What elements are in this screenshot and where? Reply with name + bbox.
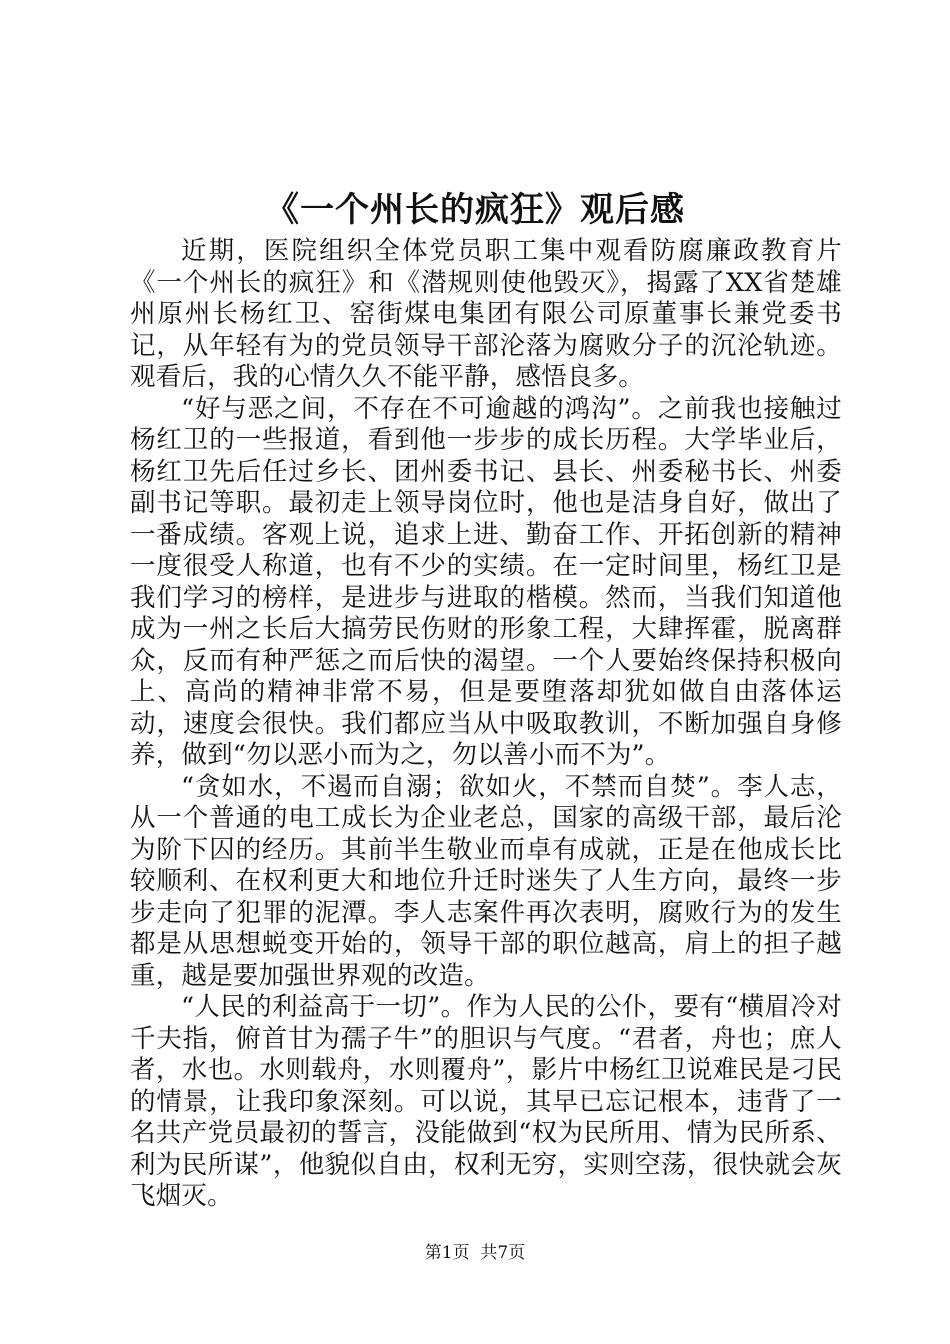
paragraph-4: “人民的利益高于一切”。作为人民的公仆，要有“横眉冷对千夫指，俯首甘为孺子牛”的胆识与气度。“君者，舟也；庶人者，水也。水则载舟，水则覆舟”，影片中杨红卫说难民是刁民的情景，让我印象深刻。可以说，其早已忘记根本，违背了一名共产党员最初的誓言，没能做到“权为民所用、情为民所系、利为民所谋”，他貌似自由，权利无穷，实则空荡，很快就会灰飞烟灭。 [130,992,842,1211]
paragraph-3: “贪如水，不遏而自溺；欲如火，不禁而自焚”。李人志，从一个普通的电工成长为企业老总，国家的高级干部，最后沦为阶下囚的经历。其前半生敬业而卓有成就，正是在他成长比较顺利、在权利更大和地位升迁时迷失了人生方向，最终一步步走向了犯罪的泥潭。李人志案件再次表明，腐败行为的发生都是从思想蜕变开始的，领导干部的职位越高，肩上的担子越重，越是要加强世界观的改造。 [130,771,842,991]
page-total: 共7页 [480,1243,526,1263]
page-number: 第1页 [424,1243,470,1263]
paragraph-2: “好与恶之间，不存在不可逾越的鸿沟”。之前我也接触过杨红卫的一些报道，看到他一步步的成长历程。大学毕业后，杨红卫先后任过乡长、团州委书记、县长、州委秘书长、州委副书记等职。最初走上领导岗位时，他也是洁身自好，做出了一番成绩。客观上说，追求上进、勤奋工作、开拓创新的精神一度很受人称道，也有不少的实绩。在一定时间里，杨红卫是我们学习的榜样，是进步与进取的楷模。然而，当我们知道他成为一州之长后大搞劳民伤财的形象工程，大肆挥霍，脱离群众，反而有种严惩之而后快的渴望。一个人要始终保持积极向上、高尚的精神非常不易，但是要堕落却犹如做自由落体运动，速度会很快。我们都应当从中吸取教训，不断加强自身修养，做到“勿以恶小而为之，勿以善小而不为”。 [130,393,842,770]
page-footer [0,1241,950,1265]
document-body [130,236,842,1213]
paragraph-1: 近期，医院组织全体党员职工集中观看防腐廉政教育片《一个州长的疯狂》和《潜规则使他毁灭》，揭露了XX省楚雄州原州长杨红卫、窑街煤电集团有限公司原董事长兼党委书记，从年轻有为的党员领导干部沦落为腐败分子的沉沦轨迹。观看后，我的心情久久不能平静，感悟良多。 [130,236,842,392]
footer-separator [470,1243,481,1263]
document-title: 《一个州长的疯狂》观后感 [265,190,685,230]
